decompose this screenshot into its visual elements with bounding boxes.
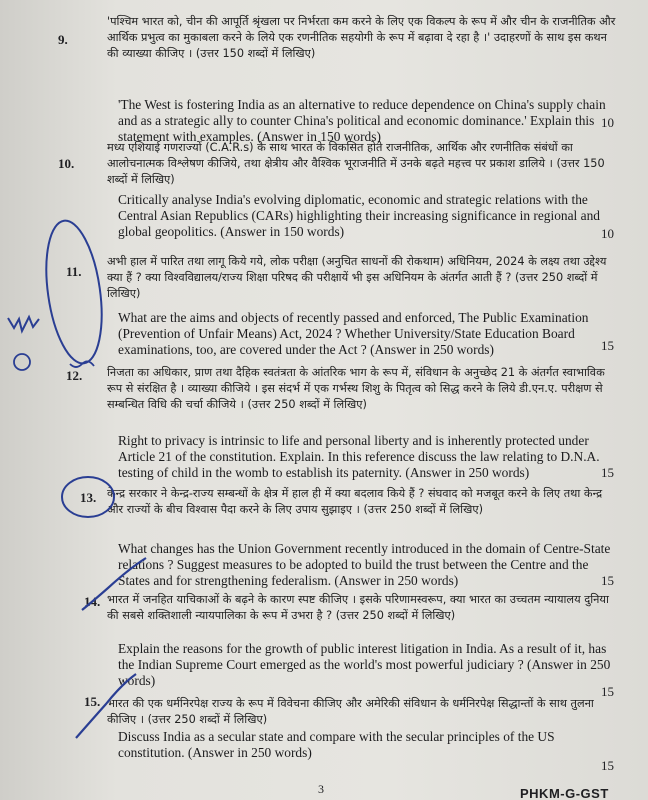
question-english-text: 'The West is fostering India as an alternative to reduce dependence on China's supply chain and as a strategic ally to counter China's political and economic dominance.' Explain this statement with examples. (Answer in 150 words) — [118, 97, 606, 144]
question-marks: 15 — [601, 573, 614, 588]
question-hindi-text: भारत की एक धर्मनिरपेक्ष राज्य के रूप में विवेचना कीजिए और अमेरिकी संविधान के धर्मनिरपेक्ष सिद्धान्तों के साथ तुलना कीजिए । (उत्तर 250 शब्दों में लिखिए) — [107, 697, 594, 726]
question-hindi-text: भारत में जनहित याचिकाओं के बढ़ने के कारण स्पष्ट कीजिए । इसके परिणामस्वरूप, क्या भारत का उच्चतम न्यायालय दुनिया की सबसे शक्तिशाली न्यायपालिका के रूप में उभरा है ? (उत्तर 250 शब्दों में लिखिए) — [107, 593, 609, 622]
question-number: 10. — [58, 156, 75, 171]
question-marks: 15 — [601, 465, 614, 480]
question-number: 13. — [80, 490, 97, 505]
question-hindi-text: 'पश्चिम भारत को, चीन की आपूर्ति श्रृंखला पर निर्भरता कम करने के लिए एक विकल्प के रूप में और चीन के राजनीतिक और आर्थिक प्रभुत्व का मुकाबला करने के लिये एक रणनीतिक सहयोगी के रूप में बढ़ावा दे रहा है ।' उदाहरणों के साथ इस कथन की व्याख्या कीजिए । (उत्तर 150 शब्दों में लिखिए) — [107, 15, 616, 60]
question-english-text: What changes has the Union Government recently introduced in the domain of Centre-State relations ? Suggest measures to be adopted to build the trust between the Centre and the States and for strengthening federalism. (Answer in 250 words) — [118, 541, 611, 588]
question-marks: 10 — [601, 115, 614, 130]
question-english-text: What are the aims and objects of recently passed and enforced, The Public Examination (Prevention of Unfair Means) Act, 2024 ? Whether University/State Education Board examinations, too, are covered under the Act ? (Answer in 250 words) — [118, 310, 589, 357]
paper-code: PHKM-G-GST — [520, 786, 609, 800]
question-marks: 15 — [601, 338, 614, 353]
question-number: 15. — [84, 694, 101, 709]
question-hindi-text: मध्य एशियाई गणराज्यों (C.A.R.s) के साथ भारत के विकसित होते राजनीतिक, आर्थिक और रणनीतिक संबंधों का आलोचनात्मक विश्लेषण कीजिये, तथा क्षेत्रीय और वैश्विक भूराजनीति में उनके बढ़ते महत्त्व पर प्रकाश डालिये । (उत्तर 150 शब्दों में लिखिए) — [107, 141, 605, 186]
pen-small-circle-mark — [14, 354, 30, 370]
question-marks: 15 — [601, 684, 614, 699]
question-number: 14. — [84, 594, 101, 609]
question-number: 9. — [58, 32, 68, 47]
question-english-text: Explain the reasons for the growth of public interest litigation in India. As a result of it, has the Indian Supreme Court emerged as the world's most powerful judiciary ? (Answer in 250 words) — [118, 641, 611, 688]
question-english-text: Discuss India as a secular state and compare with the secular principles of the US constitution. (Answer in 250 words) — [118, 729, 555, 760]
question-marks: 10 — [601, 226, 614, 241]
pen-scribble-mark — [8, 317, 39, 331]
pen-oval-mark — [38, 217, 110, 367]
question-hindi-text: अभी हाल में पारित तथा लागू किये गये, लोक परीक्षा (अनुचित साधनों की रोकथाम) अधिनियम, 2024 के लक्ष्य तथा उद्देश्य क्या हैं ? क्या विश्वविद्यालय/राज्य शिक्षा परिषद की परीक्षायें भी इस अधिनियम के अंतर्गत आती हैं ? (उत्तर 250 शब्दों में लिखिए) — [107, 255, 607, 300]
page-number: 3 — [318, 782, 324, 796]
question-number: 12. — [66, 368, 83, 383]
pen-squiggle-mark — [70, 361, 94, 367]
question-english-text: Critically analyse India's evolving diplomatic, economic and strategic relations with the Central Asian Republics (CARs) highlighting their increasing significance in regional and global geopolitics. (Answer in 150 words) — [118, 192, 600, 239]
question-english-text: Right to privacy is intrinsic to life and personal liberty and is inherently protected under Article 21 of the constitution. Explain. In this reference discuss the law relating to D.N.A. testing of child in the womb to establish its paternity. (Answer in 250 words) — [118, 433, 600, 480]
question-number: 11. — [66, 264, 82, 279]
question-hindi-text: निजता का अधिकार, प्राण तथा दैहिक स्वतंत्रता के आंतरिक भाग के रूप में, संविधान के अनुच्छेद 21 के अंतर्गत स्वाभाविक रूप से संरक्षित है । व्याख्या कीजिये । इस संदर्भ में एक गर्भस्थ शिशु के पितृत्व को सिद्ध करने के लिये डी.एन.ए. परीक्षण से सम्बन्धित विधि की चर्चा कीजिये । (उत्तर 250 शब्दों में लिखिए) — [107, 366, 605, 411]
question-hindi-text: केन्द्र सरकार ने केन्द्र-राज्य सम्बन्धों के क्षेत्र में हाल ही में क्या बदलाव किये हैं ? संघवाद को मजबूत करने के लिए तथा केन्द्र और राज्यों के बीच विश्वास पैदा करने के लिए उपाय सुझाइए । (उत्तर 250 शब्दों में लिखिए) — [107, 487, 603, 516]
question-marks: 15 — [601, 758, 614, 773]
